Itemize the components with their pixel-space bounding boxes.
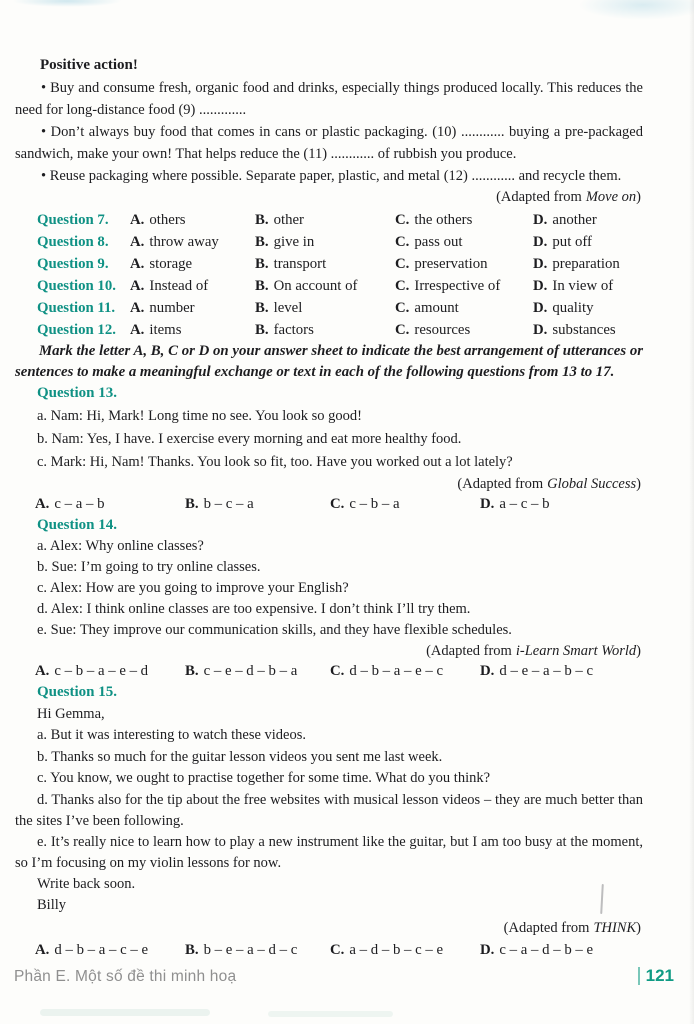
- mcq-questions-7-12: [15, 209, 643, 341]
- question-13-heading: Question 13.: [37, 385, 118, 401]
- source-credit: [15, 187, 643, 207]
- option-a: A. c – a – b: [35, 495, 105, 512]
- option-a: A. throw away: [130, 234, 219, 250]
- question-row: [15, 209, 643, 231]
- letter-paragraph: d. Thanks also for the tip about the free websites with musical lesson videos – they are much better than the sites I’ve been following.: [15, 791, 643, 829]
- option-b: B. transport: [255, 256, 327, 272]
- option-a: A. storage: [130, 256, 193, 272]
- question-row: [15, 275, 643, 297]
- option-c: C. resources: [395, 322, 471, 338]
- scan-artifact-top-right: [578, 0, 694, 20]
- option-b: B. factors: [255, 322, 314, 338]
- dialogue-line: d. Alex: I think online classes are too expensive. I don’t think I’ll try them.: [37, 601, 471, 617]
- answer-options-row: [15, 661, 643, 682]
- question-label: Question 10.: [37, 278, 116, 294]
- option-c: C. Irrespective of: [395, 278, 501, 294]
- option-c: C. c – b – a: [330, 495, 400, 512]
- question-label: Question 9.: [37, 256, 109, 272]
- dialogue-line: a. Nam: Hi, Mark! Long time no see. You look so good!: [37, 407, 363, 424]
- passage-heading: Positive action!: [40, 57, 138, 73]
- page-number-value: 121: [645, 966, 674, 985]
- option-d: D. quality: [533, 300, 594, 316]
- page-number: [638, 966, 674, 986]
- scan-artifact-top-left: [12, 0, 122, 7]
- answer-options-row: [15, 494, 643, 515]
- question-label: Question 11.: [37, 300, 116, 316]
- option-a: A. c – b – a – e – d: [35, 663, 149, 679]
- option-d: D. preparation: [533, 256, 620, 272]
- question-row: [15, 319, 643, 341]
- source-credit: [15, 474, 643, 494]
- option-d: D. another: [533, 212, 597, 228]
- page-edge-shadow: [689, 0, 694, 1024]
- dialogue-line: b. Sue: I’m going to try online classes.: [37, 559, 261, 575]
- source-credit-prefix: (Adapted from: [503, 919, 590, 936]
- question-14-heading: Question 14.: [37, 516, 118, 533]
- source-credit-title: THINK: [593, 919, 637, 936]
- option-c: C. amount: [395, 300, 459, 316]
- option-c: C. the others: [395, 212, 473, 228]
- source-credit-prefix: (Adapted from: [496, 189, 582, 205]
- option-b: B. On account of: [255, 278, 358, 294]
- source-credit-title: Move on: [585, 189, 637, 205]
- letter-line: a. But it was interesting to watch these videos.: [37, 727, 307, 743]
- option-b: B. b – c – a: [185, 495, 254, 512]
- dialogue-line: a. Alex: Why online classes?: [37, 538, 204, 554]
- option-a: A. items: [130, 322, 182, 338]
- source-credit-title: i-Learn Smart World: [515, 643, 637, 659]
- source-credit-prefix: (Adapted from: [457, 475, 544, 492]
- option-d: D. c – a – d – b – e: [480, 941, 594, 958]
- option-b: B. other: [255, 212, 304, 228]
- source-credit-title: Global Success: [547, 475, 637, 492]
- bullet-item: • Buy and consume fresh, organic food and drinks, especially things produced locally. This reduces the need for long-distance food (9) .............: [15, 80, 643, 118]
- footer-section-title: Phần E. Một số đề thi minh hoạ: [14, 968, 237, 985]
- question-row: [15, 231, 643, 253]
- dialogue-line: c. Mark: Hi, Nam! Thanks. You look so fit, too. Have you worked out a lot lately?: [37, 453, 513, 470]
- dialogue-line: c. Alex: How are you going to improve your English?: [37, 580, 349, 596]
- option-b: B. give in: [255, 234, 315, 250]
- question-label: Question 7.: [37, 212, 109, 228]
- question-row: [15, 297, 643, 319]
- page-number-divider: [638, 967, 640, 985]
- option-d: D. substances: [533, 322, 616, 338]
- option-c: C. pass out: [395, 234, 463, 250]
- letter-line: b. Thanks so much for the guitar lesson videos you sent me last week.: [37, 748, 443, 765]
- question-15-heading: Question 15.: [37, 684, 118, 700]
- source-credit: [15, 641, 643, 661]
- option-d: D. In view of: [533, 278, 614, 294]
- option-b: B. b – e – a – d – c: [185, 941, 298, 958]
- option-d: D. d – e – a – b – c: [480, 663, 594, 679]
- scan-artifact-smudge: [40, 1009, 210, 1016]
- source-credit-suffix: ): [636, 919, 641, 936]
- option-a: A. number: [130, 300, 195, 316]
- option-c: C. preservation: [395, 256, 488, 272]
- dialogue-line: e. Sue: They improve our communication skills, and they have flexible schedules.: [37, 622, 512, 638]
- question-label: Question 12.: [37, 322, 116, 338]
- bullet-item: • Don’t always buy food that comes in cans or plastic packaging. (10) ............ buying a pre-packaged sandwich, make your own! That helps reduce the (11) ............ of rubbish you produce.: [15, 124, 643, 162]
- page-content: [15, 54, 643, 961]
- option-a: A. others: [130, 212, 186, 228]
- question-label: Question 8.: [37, 234, 109, 250]
- scan-artifact-smudge: [268, 1011, 393, 1017]
- option-c: C. a – d – b – c – e: [330, 941, 444, 958]
- source-credit-prefix: (Adapted from: [426, 643, 512, 659]
- question-row: [15, 253, 643, 275]
- letter-greeting: Hi Gemma,: [37, 705, 105, 722]
- answer-options-row: [15, 940, 643, 961]
- letter-closing: Write back soon.: [37, 875, 136, 892]
- letter-paragraph: e. It’s really nice to learn how to play a new instrument like the guitar, but I am too busy at the moment, so I’m focusing on my violin lessons for now.: [15, 833, 643, 871]
- letter-line: c. You know, we ought to practise together for some time. What do you think?: [37, 770, 491, 786]
- section-instruction: Mark the letter A, B, C or D on your answer sheet to indicate the best arrangement of utterances or sentences to make a meaningful exchange or text in each of the following questions from 13 to 17.: [15, 343, 643, 380]
- option-d: D. put off: [533, 234, 592, 250]
- bullet-item: • Reuse packaging where possible. Separate paper, plastic, and metal (12) ............ and recycle them.: [41, 168, 622, 184]
- option-c: C. d – b – a – e – c: [330, 663, 444, 679]
- option-a: A. Instead of: [130, 278, 209, 294]
- option-b: B. c – e – d – b – a: [185, 663, 298, 679]
- option-d: D. a – c – b: [480, 495, 550, 512]
- letter-signature: Billy: [37, 897, 67, 913]
- source-credit-suffix: ): [636, 475, 641, 492]
- source-credit-suffix: ): [636, 643, 641, 659]
- option-a: A. d – b – a – c – e: [35, 941, 149, 958]
- dialogue-line: b. Nam: Yes, I have. I exercise every morning and eat more healthy food.: [37, 430, 462, 447]
- source-credit: [15, 917, 643, 940]
- option-b: B. level: [255, 300, 303, 316]
- source-credit-suffix: ): [636, 189, 641, 205]
